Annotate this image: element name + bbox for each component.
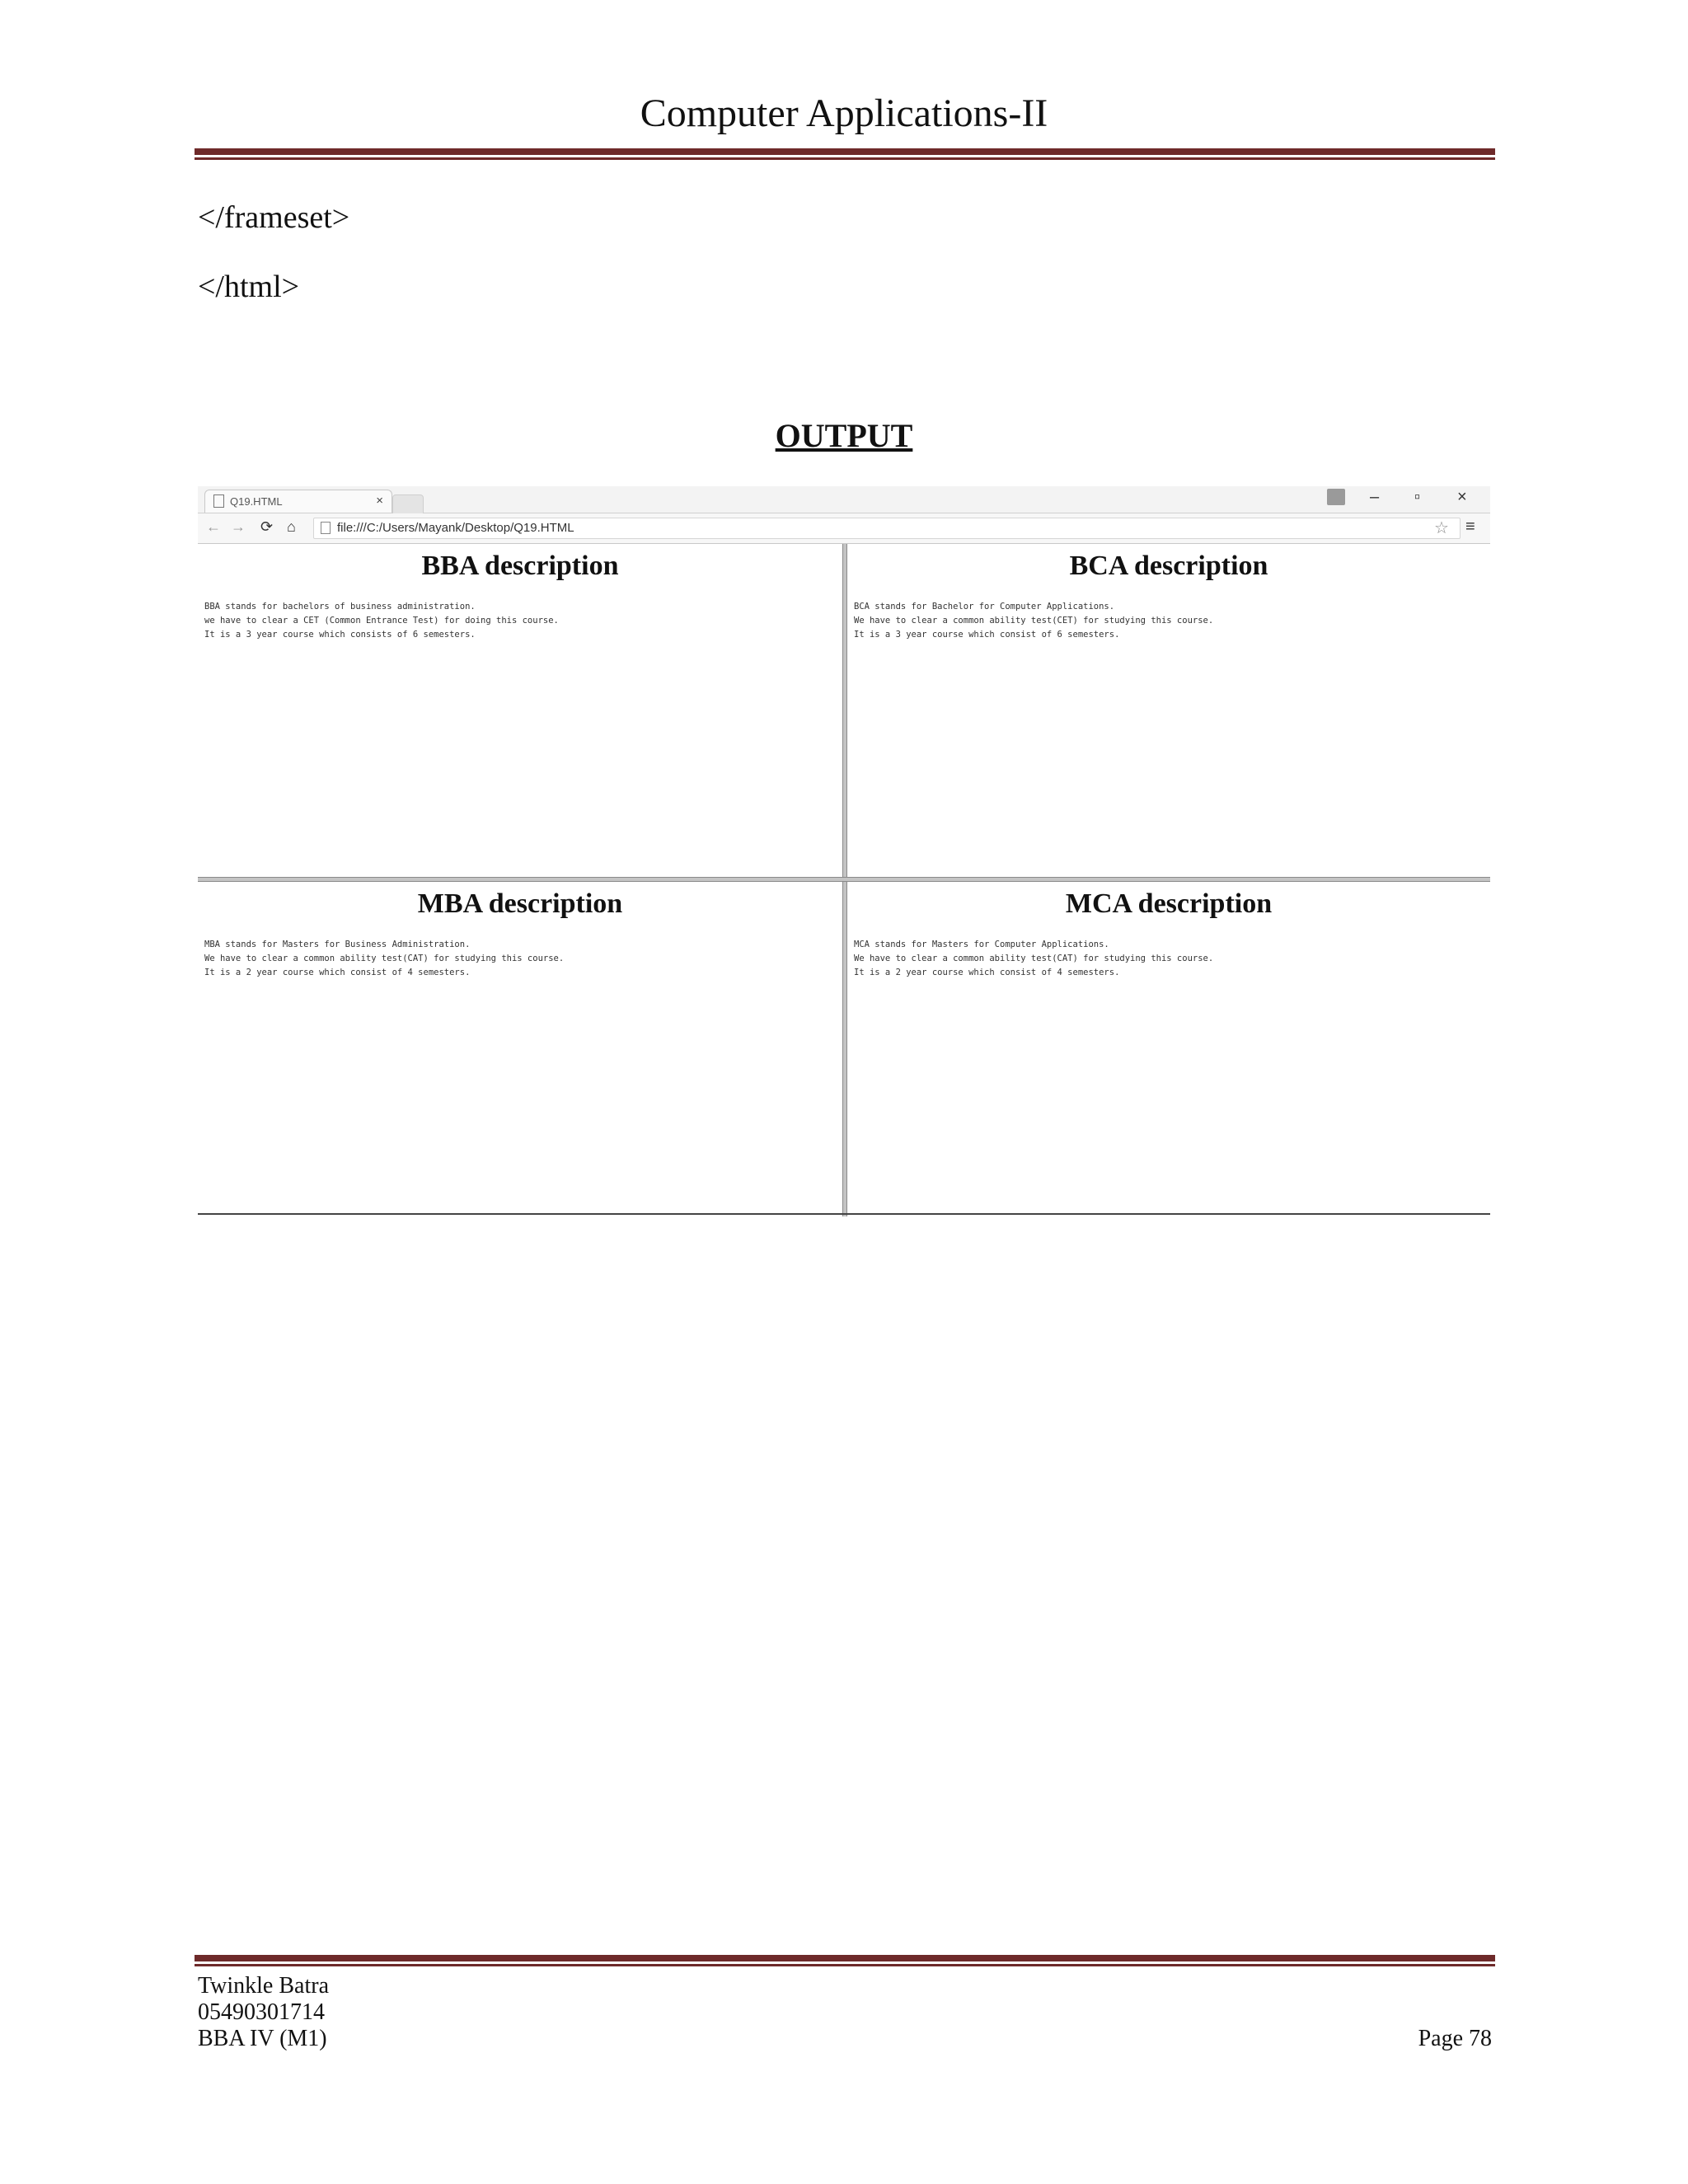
close-window-icon[interactable]: × [1457, 488, 1467, 506]
code-line-frameset-close: </frameset> [198, 200, 350, 235]
frame-title: MBA description [417, 888, 623, 919]
code-line-html-close: </html> [198, 269, 300, 304]
minimize-icon[interactable]: – [1370, 488, 1380, 506]
browser-screenshot [198, 486, 1490, 1216]
footer-roll-number: 05490301714 [198, 1999, 325, 2025]
reload-icon[interactable]: ⟳ [260, 518, 274, 535]
bookmark-star-icon[interactable]: ☆ [1434, 519, 1449, 537]
user-profile-icon[interactable] [1327, 489, 1345, 505]
frame-description: BBA stands for bachelors of business administration. we have to clear a CET (Common Entrance Test) for doing this course. It is a 3 year course which consists of 6 semesters. [204, 602, 559, 640]
back-arrow-icon[interactable]: ← [206, 518, 221, 535]
browser-toolbar [198, 513, 1490, 544]
frame-description: MBA stands for Masters for Business Administration. We have to clear a common ability test(CAT) for studying this course. It is a 2 year course which consist of 4 semesters. [204, 940, 565, 977]
footer-rule-thick [195, 1955, 1495, 1961]
output-heading: OUTPUT [775, 417, 913, 454]
header-rule-thick [195, 148, 1495, 155]
frame-description: MCA stands for Masters for Computer Applications. We have to clear a common ability test(CAT) for studying this course. It is a 2 year course which consist of 4 semesters. [854, 940, 1214, 977]
page-number: Page 78 [1418, 2026, 1492, 2051]
page-header-title: Computer Applications-II [640, 91, 1048, 135]
page-icon [213, 494, 224, 508]
browser-tab[interactable] [204, 490, 392, 513]
tab-close-icon[interactable]: × [376, 494, 383, 508]
page-icon [321, 522, 331, 534]
browser-bottom-edge [198, 1213, 1490, 1215]
frame-title: MCA description [1065, 888, 1273, 919]
footer-class: BBA IV (M1) [198, 2026, 327, 2051]
frame-divider-horizontal[interactable] [198, 877, 1490, 882]
tab-title: Q19.HTML [230, 495, 283, 508]
frame-mba [198, 882, 842, 1212]
frame-mca [847, 882, 1490, 1212]
new-tab-button[interactable] [392, 494, 424, 514]
address-url[interactable]: file:///C:/Users/Mayank/Desktop/Q19.HTML [337, 521, 574, 535]
restore-icon[interactable]: ▫ [1414, 488, 1421, 506]
address-bar[interactable] [313, 518, 1461, 539]
forward-arrow-icon[interactable]: → [231, 518, 246, 535]
menu-icon[interactable]: ≡ [1465, 518, 1475, 536]
frame-title: BBA description [421, 551, 619, 581]
browser-tab-bar [198, 486, 1490, 513]
frame-bba [198, 544, 842, 877]
footer-rule-thin [195, 1964, 1495, 1966]
frame-description: BCA stands for Bachelor for Computer Applications. We have to clear a common ability test(CET) for studying this course. It is a 3 year course which consist of 6 semesters. [854, 602, 1214, 640]
frameset [198, 544, 1490, 1216]
header-rule-thin [195, 157, 1495, 160]
home-icon[interactable]: ⌂ [287, 518, 296, 535]
frame-bca [847, 544, 1490, 877]
footer-author-name: Twinkle Batra [198, 1973, 329, 1999]
frame-title: BCA description [1069, 551, 1268, 581]
